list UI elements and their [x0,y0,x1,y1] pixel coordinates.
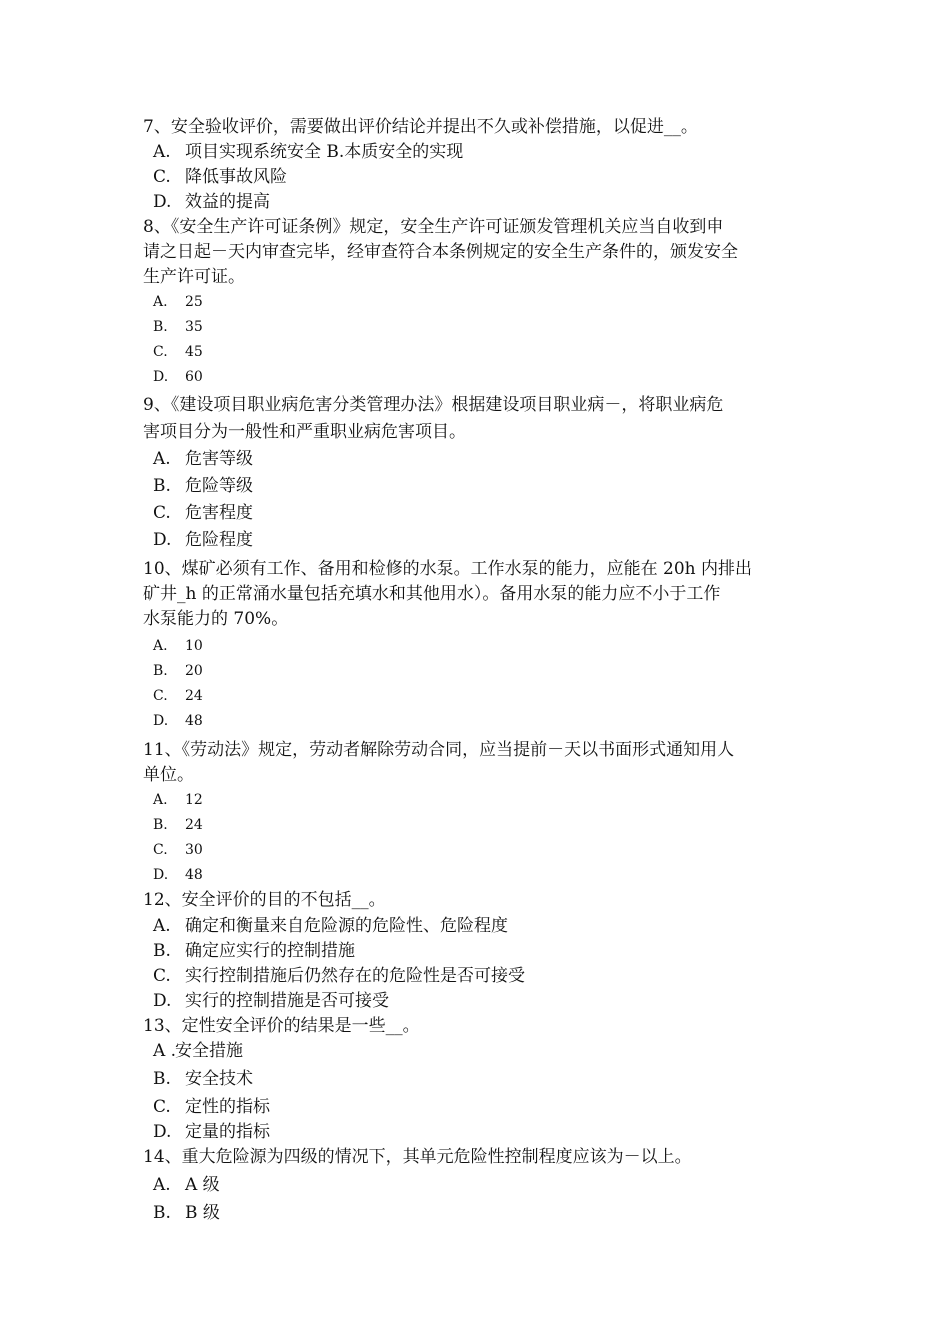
question-10-stem-line-3: 水泵能力的 70%。 [143,609,289,629]
q12-option-d: D. 实行的控制措施是否可接受 [153,991,389,1011]
q13-option-d: D. 定量的指标 [153,1122,270,1142]
q11-option-d: D. 48 [153,867,203,883]
q14-option-a: A. A 级 [153,1175,220,1195]
question-7-stem: 7、安全验收评价，需要做出评价结论并提出不久或补偿措施，以促进__。 [143,117,698,137]
q8-option-b: B. 35 [153,319,203,335]
q8-option-d: D. 60 [153,369,203,385]
q10-option-d: D. 48 [153,713,203,729]
q11-option-c: C. 30 [153,842,203,858]
question-8-stem-line-1: 8、《安全生产许可证条例》规定，安全生产许可证颁发管理机关应当自收到申 [143,217,724,237]
q13-option-c: C. 定性的指标 [153,1097,270,1117]
question-9-stem-line-2: 害项目分为一般性和严重职业病危害项目。 [143,422,466,442]
question-8-stem-line-3: 生产许可证。 [143,267,245,287]
q10-option-a: A. 10 [153,638,203,654]
question-9-stem-line-1: 9、《建设项目职业病危害分类管理办法》根据建设项目职业病－，将职业病危 [143,395,724,415]
question-10-stem-line-1: 10、煤矿必须有工作、备用和检修的水泵。工作水泵的能力，应能在 20h 内排出 [143,559,753,579]
q7-option-a: A. 项目实现系统安全 B.本质安全的实现 [153,142,464,162]
question-14-stem: 14、重大危险源为四级的情况下，其单元危险性控制程度应该为－以上。 [143,1147,692,1167]
q10-option-c: C. 24 [153,688,203,704]
q12-option-a: A. 确定和衡量来自危险源的危险性、危险程度 [153,916,508,936]
q9-option-b: B. 危险等级 [153,476,253,496]
q9-option-c: C. 危害程度 [153,503,253,523]
q10-option-b: B. 20 [153,663,203,679]
q12-option-c: C. 实行控制措施后仍然存在的危险性是否可接受 [153,966,525,986]
question-11-stem-line-1: 11、《劳动法》规定，劳动者解除劳动合同，应当提前－天以书面形式通知用人 [143,740,735,760]
q11-option-b: B. 24 [153,817,203,833]
q13-option-b: B. 安全技术 [153,1069,253,1089]
q12-option-b: B. 确定应实行的控制措施 [153,941,355,961]
q7-option-d: D. 效益的提高 [153,192,270,212]
q7-option-c: C. 降低事故风险 [153,167,287,187]
q9-option-d: D. 危险程度 [153,530,253,550]
q8-option-a: A. 25 [153,294,203,310]
q8-option-c: C. 45 [153,344,203,360]
q9-option-a: A. 危害等级 [153,449,253,469]
question-13-stem: 13、定性安全评价的结果是一些__。 [143,1016,420,1036]
question-11-stem-line-2: 单位。 [143,765,194,785]
q14-option-b: B. B 级 [153,1203,220,1223]
q13-option-a: A .安全措施 [153,1041,243,1061]
question-10-stem-line-2: 矿井_h 的正常涌水量包括充填水和其他用水）。备用水泵的能力应不小于工作 [143,584,721,604]
question-12-stem: 12、安全评价的目的不包括__。 [143,890,386,910]
q11-option-a: A. 12 [153,792,203,808]
question-8-stem-line-2: 请之日起－天内审查完毕，经审查符合本条例规定的安全生产条件的，颁发安全 [143,242,738,262]
